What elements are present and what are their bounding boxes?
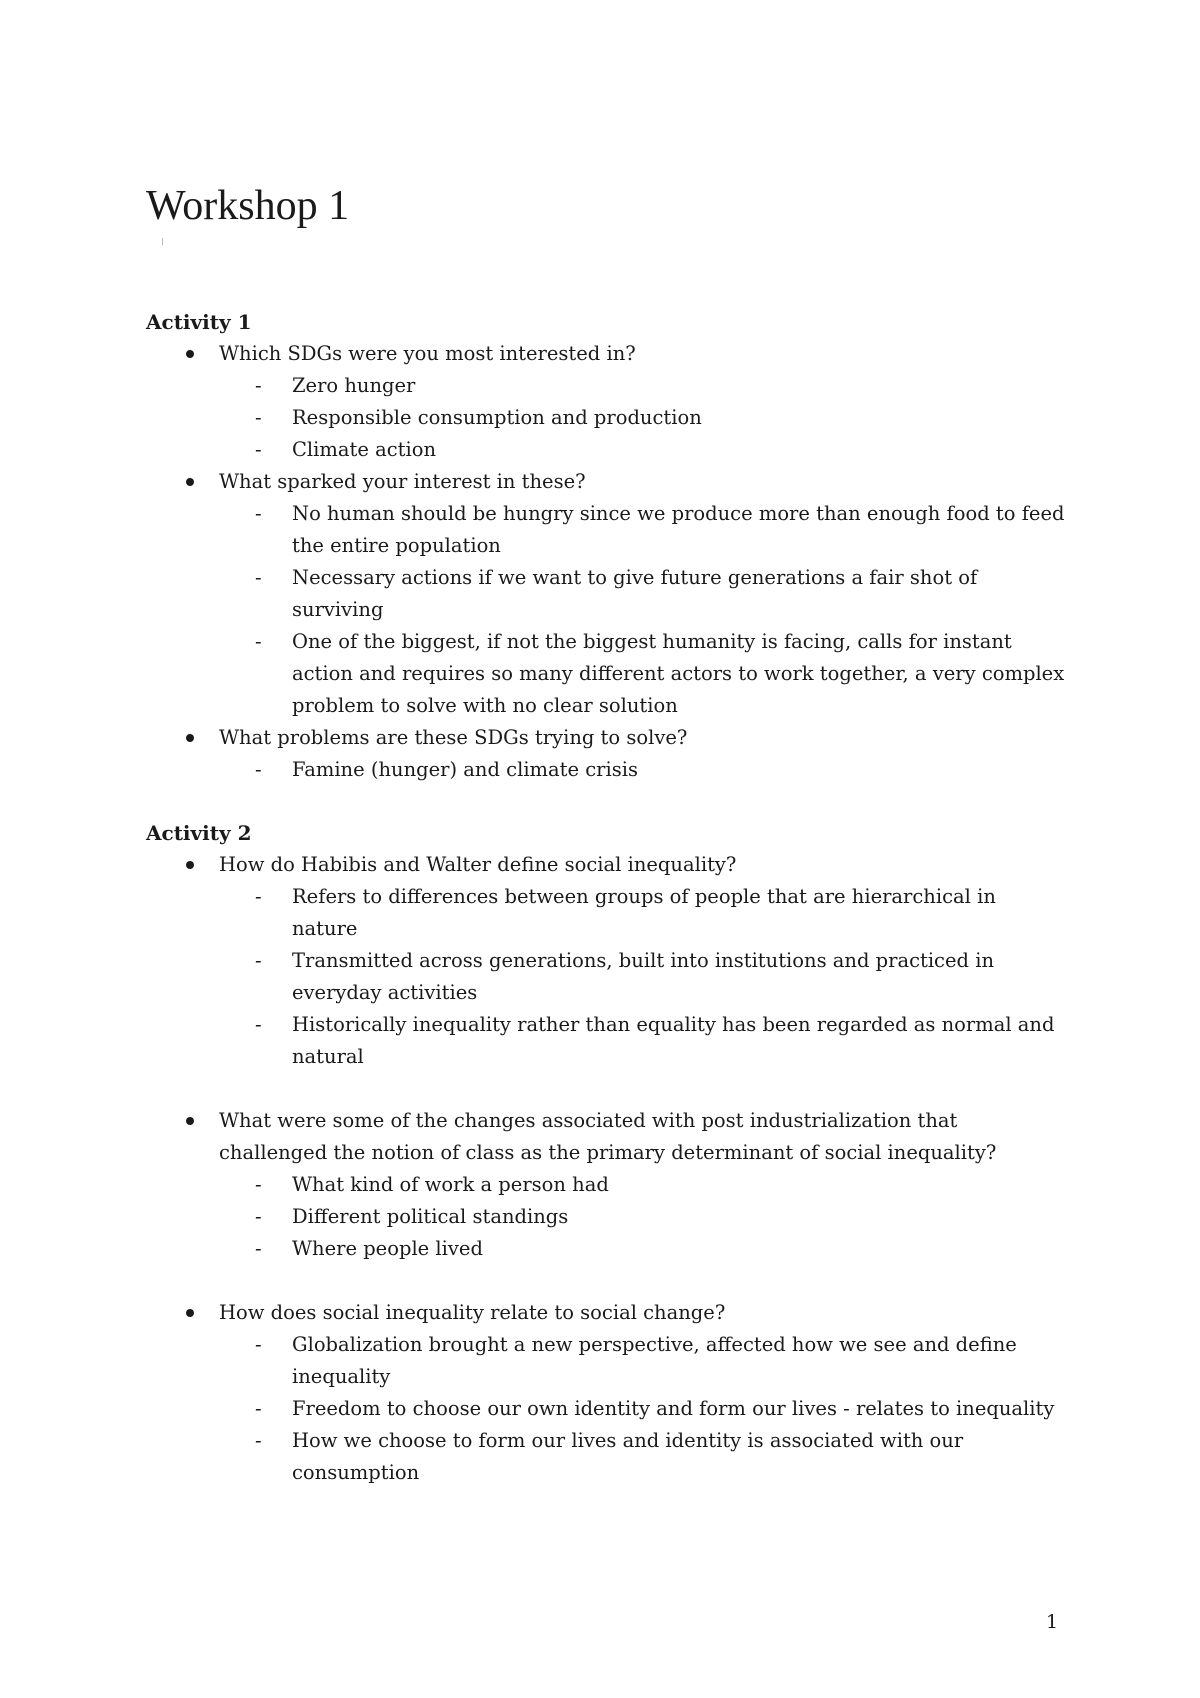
answer-item: [219, 754, 1066, 786]
answer-text: Transmitted across generations, built into institutions and practiced in everyday activities: [292, 949, 994, 1004]
section-heading: Activity 2: [146, 821, 252, 845]
answer-text: Famine (hunger) and climate crisis: [292, 758, 638, 781]
dash-icon: -: [255, 1173, 262, 1196]
answer-text: Climate action: [292, 438, 437, 461]
dash-icon: -: [255, 949, 262, 972]
answer-list: [219, 754, 1066, 786]
dash-icon: -: [255, 1013, 262, 1036]
question-list: [146, 338, 1066, 786]
answer-item: [219, 402, 1066, 434]
answer-list: [219, 881, 1066, 1073]
question-item: [146, 338, 1066, 466]
dash-icon: -: [255, 1333, 262, 1356]
answer-item: [219, 1201, 1066, 1233]
question-text: What sparked your interest in these?: [219, 470, 586, 493]
answer-item: [219, 945, 1066, 1009]
bullet-icon: [186, 350, 194, 358]
bullet-icon: [186, 734, 194, 742]
dash-icon: -: [255, 1429, 262, 1452]
question-text: How does social inequality relate to social change?: [219, 1301, 726, 1324]
dash-icon: -: [255, 1205, 262, 1228]
question-list: [146, 849, 1066, 1489]
document-title: Workshop 1: [146, 183, 350, 229]
question-item: [146, 849, 1066, 1073]
answer-item: [219, 1425, 1066, 1489]
answer-item: [219, 1009, 1066, 1073]
answer-text: Where people lived: [292, 1237, 483, 1260]
dash-icon: -: [255, 1397, 262, 1420]
answer-text: Freedom to choose our own identity and form our lives - relates to inequality: [292, 1397, 1055, 1420]
dash-icon: -: [255, 885, 262, 908]
question-text: What were some of the changes associated with post industrialization that challenged the notion of class as the primary determinant of social inequality?: [219, 1109, 997, 1164]
dash-icon: -: [255, 502, 262, 525]
answer-list: [219, 1329, 1066, 1489]
dash-icon: -: [255, 566, 262, 589]
bullet-icon: [186, 478, 194, 486]
document-body: [146, 178, 1066, 1489]
answer-text: Responsible consumption and production: [292, 406, 702, 429]
bullet-icon: [186, 1309, 194, 1317]
answer-item: [219, 370, 1066, 402]
answer-text: Globalization brought a new perspective, affected how we see and define inequality: [292, 1333, 1017, 1388]
question-item: [146, 1297, 1066, 1489]
answer-list: [219, 1169, 1066, 1265]
question-text: How do Habibis and Walter define social inequality?: [219, 853, 737, 876]
answer-list: [219, 370, 1066, 466]
answer-item: [219, 1393, 1066, 1425]
question-item: [146, 1105, 1066, 1265]
section-activity-2: [146, 817, 1066, 1489]
answer-item: [219, 1329, 1066, 1393]
section-heading: Activity 1: [146, 310, 252, 334]
answer-text: What kind of work a person had: [292, 1173, 609, 1196]
answer-item: [219, 1233, 1066, 1265]
answer-item: [219, 626, 1066, 722]
answer-text: Zero hunger: [292, 374, 416, 397]
answer-text: No human should be hungry since we produce more than enough food to feed the entire population: [292, 502, 1065, 557]
answer-text: Different political standings: [292, 1205, 569, 1228]
dash-icon: -: [255, 1237, 262, 1260]
question-text: What problems are these SDGs trying to solve?: [219, 726, 688, 749]
answer-item: [219, 1169, 1066, 1201]
dash-icon: -: [255, 630, 262, 653]
answer-text: Refers to differences between groups of people that are hierarchical in nature: [292, 885, 996, 940]
answer-list: [219, 498, 1066, 722]
answer-item: [219, 562, 1066, 626]
answer-item: [219, 881, 1066, 945]
page-number: 1: [1046, 1611, 1059, 1633]
answer-item: [219, 498, 1066, 562]
section-activity-1: [146, 306, 1066, 786]
bullet-icon: [186, 861, 194, 869]
question-item: [146, 466, 1066, 722]
dash-icon: -: [255, 758, 262, 781]
answer-item: [219, 434, 1066, 466]
dash-icon: -: [255, 406, 262, 429]
answer-text: Historically inequality rather than equality has been regarded as normal and natural: [292, 1013, 1055, 1068]
question-text: Which SDGs were you most interested in?: [219, 342, 636, 365]
answer-text: One of the biggest, if not the biggest humanity is facing, calls for instant action and requires so many different actors to work together, a very complex problem to solve with no clear solution: [292, 630, 1065, 717]
answer-text: Necessary actions if we want to give future generations a fair shot of surviving: [292, 566, 978, 621]
dash-icon: -: [255, 438, 262, 461]
question-item: [146, 722, 1066, 786]
answer-text: How we choose to form our lives and identity is associated with our consumption: [292, 1429, 964, 1484]
cursor-mark: [162, 238, 163, 245]
bullet-icon: [186, 1117, 194, 1125]
dash-icon: -: [255, 374, 262, 397]
